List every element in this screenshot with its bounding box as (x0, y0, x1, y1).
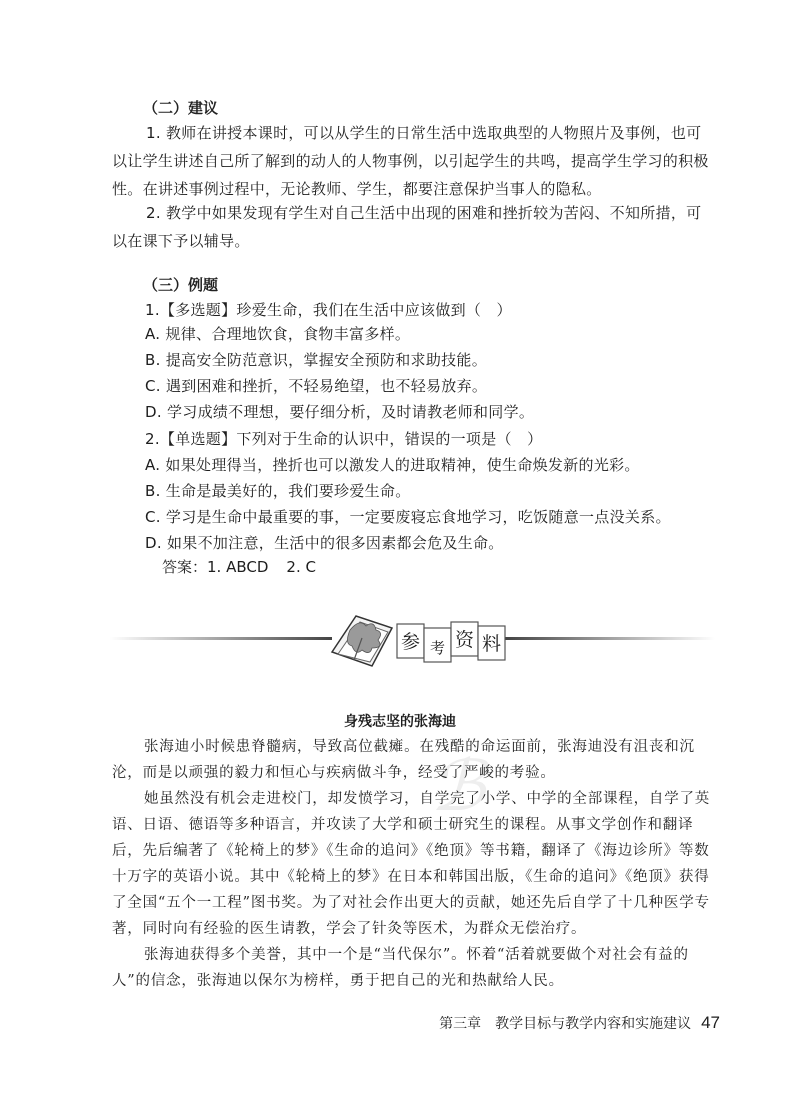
reference-title: 身残志坚的张海迪 (344, 714, 456, 730)
reference-banner (110, 608, 715, 672)
book-leaf-icon (332, 616, 392, 666)
question-1-option: B. 提高安全防范意识，掌握安全预防和求助技能。 (145, 351, 488, 369)
question-2-option: B. 生命是最美好的，我们要珍爱生命。 (145, 482, 411, 500)
banner-char: 参 (400, 631, 421, 653)
suggestion-paragraph-1: 1. 教师在讲授本课时，可以从学生的日常生活中选取典型的人物照片及事例，也可以让学生讲述自己所了解到的动人的人物事例，以引起学生的共鸣，提高学生学习的积极性。在讲述事例过程中，无论教师、学生，都要注意保护当事人的隐私。 (112, 124, 709, 198)
chapter-title: 第三章 教学目标与教学内容和实施建议 (439, 1016, 692, 1032)
question-1-option: A. 规律、合理地饮食，食物丰富多样。 (145, 325, 411, 343)
section-heading-suggestions: （二）建议 (143, 99, 219, 117)
question-1-option: C. 遇到困难和挫折，不轻易绝望，也不轻易放弃。 (145, 377, 488, 395)
banner-char: 料 (481, 633, 502, 655)
banner-char: 考 (429, 639, 446, 657)
question-1-option: D. 学习成绩不理想，要仔细分析，及时请教老师和同学。 (145, 403, 535, 421)
suggestion-paragraph-2: 2. 教学中如果发现有学生对自己生活中出现的困难和挫折较为苦闷、不知所措，可以在课下予以辅导。 (112, 204, 702, 250)
answer-line (162, 556, 334, 577)
reference-paragraph: 张海迪小时候患脊髓病，导致高位截瘫。在残酷的命运面前，张海迪没有沮丧和沉沦，而是以顽强的毅力和恒心与疾病做斗争，经受了严峻的考验。 (112, 739, 695, 781)
question-1-stem: 1.【多选题】珍爱生命，我们在生活中应该做到（ ） (145, 301, 512, 319)
reference-paragraph: 她虽然没有机会走进校门，却发愤学习，自学完了小学、中学的全部课程，自学了英语、日语、德语等多种语言，并攻读了大学和硕士研究生的课程。从事文学创作和翻译后，先后编著了《轮椅上的梦》《生命的追问》《绝顶》等书籍，翻译了《海边诊所》等数十万字的英语小说。其中《轮椅上的梦》在日本和韩国出版，《生命的追问》《绝顶》获得了全国“五个一工程”图书奖。为了对社会作出更大的贡献，她还先后自学了十几种医学专著，同时向有经验的医生请教，学会了针灸等医术，为群众无偿治疗。 (112, 791, 711, 937)
question-2-stem: 2.【单选题】下列对于生命的认识中，错误的一项是（ ） (145, 430, 543, 448)
banner-line-right (505, 637, 715, 640)
section-heading-examples: （三）例题 (143, 276, 219, 294)
page-footer (439, 1013, 720, 1033)
banner-char: 资 (454, 629, 475, 651)
answer-2: 2. C (286, 558, 316, 576)
question-2-option: D. 如果不加注意，生活中的很多因素都会危及生命。 (145, 534, 504, 552)
question-2-option: C. 学习是生命中最重要的事，一定要废寝忘食地学习，吃饭随意一点没关系。 (145, 508, 671, 526)
page-number: 47 (701, 1013, 720, 1032)
question-2-option: A. 如果处理得当，挫折也可以激发人的进取精神，使生命焕发新的光彩。 (145, 456, 640, 474)
banner-line-left (110, 637, 332, 640)
reference-paragraph: 张海迪获得多个美誉，其中一个是“当代保尔”。怀着“活着就要做个对社会有益的人”的信念，张海迪以保尔为榜样，勇于把自己的光和热献给人民。 (112, 947, 689, 989)
answer-1: 答案：1. ABCD (162, 558, 269, 576)
background-watermark: ℬ (430, 745, 486, 827)
